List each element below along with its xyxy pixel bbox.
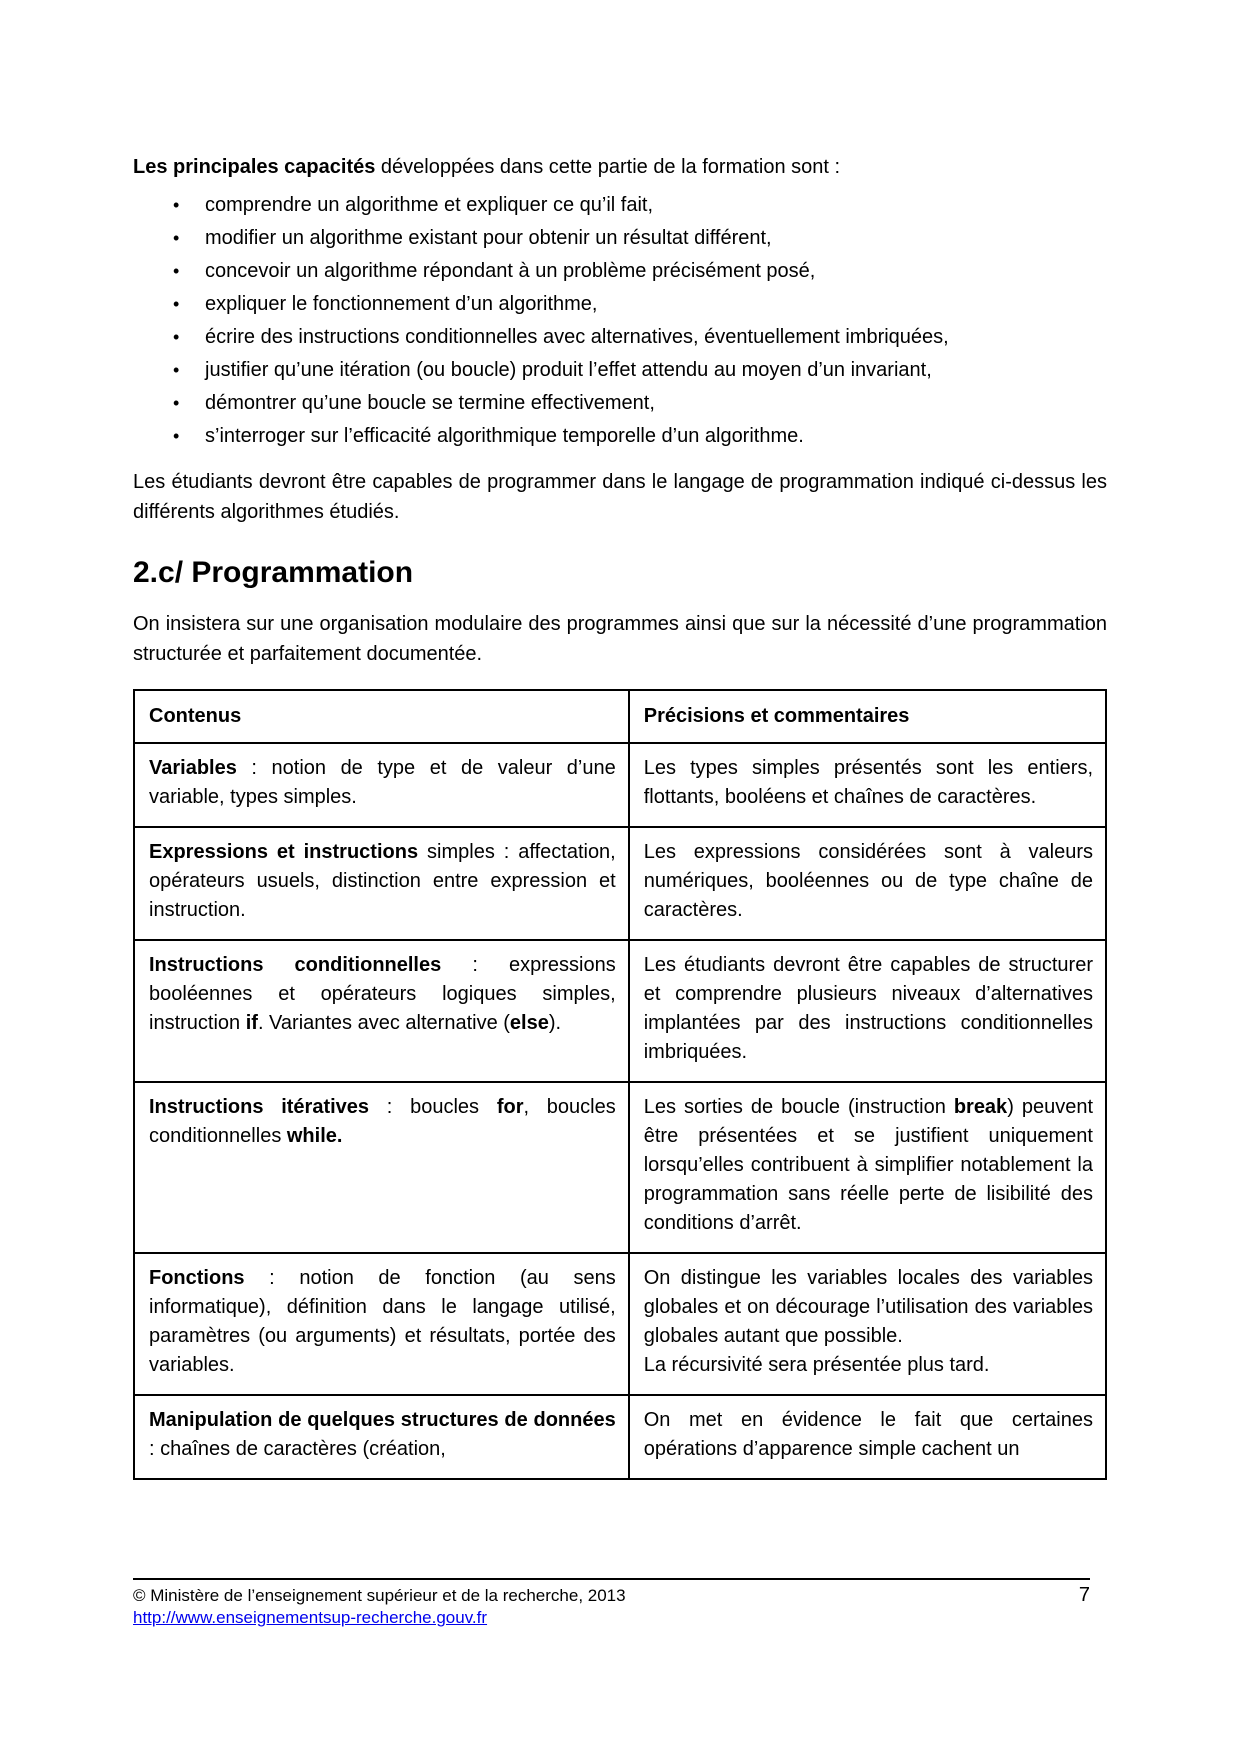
list-item-text: démontrer qu’une boucle se termine effectivement, [205, 392, 655, 414]
text-segment: while. [286, 1125, 343, 1147]
text-segment: : chaînes de caractères (création, [149, 1438, 446, 1460]
table-row [134, 1395, 1106, 1479]
intro-lead-bold: Les principales capacités [133, 156, 376, 178]
text-paragraph [149, 838, 616, 925]
text-segment: La récursivité sera présentée plus tard. [643, 1354, 990, 1376]
table-cell-right [629, 940, 1106, 1082]
bullet-icon: • [173, 261, 180, 281]
text-paragraph [644, 1093, 1093, 1238]
list-item-text: s’interroger sur l’efficacité algorithmique temporelle d’un algorithme. [205, 425, 804, 447]
text-paragraph [644, 838, 1093, 925]
capacities-list [133, 190, 1107, 451]
list-item-text: justifier qu’une itération (ou boucle) produit l’effet attendu au moyen d’un invariant, [205, 359, 932, 381]
table-cell-right [629, 1253, 1106, 1395]
text-segment: Les types simples présentés sont les entiers, flottants, booléens et chaînes de caractères. [643, 757, 1093, 808]
text-segment: . Variantes avec alternative ( [257, 1012, 510, 1034]
footer-link[interactable]: http://www.enseignementsup-recherche.gouv.fr [133, 1608, 488, 1627]
list-item [133, 322, 1107, 352]
intro-paragraph [133, 152, 1107, 182]
text-segment: Instructions itératives [149, 1096, 370, 1118]
text-segment: else [509, 1012, 549, 1034]
table-header-contenus: Contenus [134, 690, 629, 743]
list-item [133, 223, 1107, 253]
page-content [133, 152, 1107, 1480]
list-item-text: écrire des instructions conditionnelles avec alternatives, éventuellement imbriquées, [205, 326, 949, 348]
table-row [134, 743, 1106, 827]
table-header-row [134, 690, 1106, 743]
table-cell-right [629, 1082, 1106, 1253]
list-item [133, 355, 1107, 385]
text-segment: : notion de fonction (au sens informatique), définition dans le langage utilisé, paramètres (ou arguments) et résultats, portée des variables. [149, 1267, 616, 1376]
text-segment: break [953, 1096, 1008, 1118]
text-paragraph [149, 754, 616, 812]
page-footer [133, 1578, 1090, 1629]
table-cell-left [134, 1082, 629, 1253]
section-heading: 2.c/ Programmation [133, 556, 414, 589]
list-item [133, 289, 1107, 319]
footer-row [133, 1584, 1090, 1607]
text-segment: simples : affectation, opérateurs usuels, distinction entre expression et instruction. [149, 841, 616, 921]
table-row [134, 1082, 1106, 1253]
text-segment: , boucles conditionnelles [149, 1096, 616, 1147]
list-item [133, 388, 1107, 418]
list-item [133, 256, 1107, 286]
table-cell-left [134, 827, 629, 940]
table-cell-right [629, 1395, 1106, 1479]
text-segment: if [245, 1012, 258, 1034]
text-segment: : expressions booléennes et opérateurs logiques simples, instruction [149, 954, 616, 1034]
table-cell-left [134, 1253, 629, 1395]
text-paragraph [644, 951, 1093, 1067]
text-paragraph [149, 951, 616, 1038]
text-paragraph [644, 754, 1093, 812]
text-segment: Fonctions [149, 1267, 245, 1289]
text-segment: : boucles [369, 1096, 497, 1118]
page-number: 7 [1078, 1584, 1090, 1606]
text-segment: On distingue les variables locales des variables globales et on décourage l’utilisation des variables globales autant que possible. [643, 1267, 1093, 1347]
text-paragraph [149, 1264, 616, 1380]
text-segment: Expressions et instructions [149, 841, 419, 863]
table-header-precisions: Précisions et commentaires [629, 690, 1106, 743]
list-item-text: concevoir un algorithme répondant à un problème précisément posé, [205, 260, 816, 282]
table-cell-left [134, 743, 629, 827]
intro-lead-rest: développées dans cette partie de la formation sont : [375, 156, 841, 178]
list-item-text: comprendre un algorithme et expliquer ce qu’il fait, [205, 194, 654, 216]
table-cell-right [629, 743, 1106, 827]
list-item-text: expliquer le fonctionnement d’un algorithme, [205, 293, 598, 315]
bullet-icon: • [173, 327, 180, 347]
text-segment: Les sorties de boucle (instruction [643, 1096, 954, 1118]
bullet-icon: • [173, 393, 180, 413]
text-paragraph [149, 1406, 616, 1464]
table-row [134, 1253, 1106, 1395]
list-item [133, 421, 1107, 451]
text-segment: Les étudiants devront être capables de structurer et comprendre plusieurs niveaux d’alternatives implantées par des instructions conditionnelles imbriquées. [643, 954, 1093, 1063]
text-paragraph [644, 1264, 1093, 1351]
text-segment: Les expressions considérées sont à valeurs numériques, booléennes ou de type chaîne de caractères. [643, 841, 1093, 921]
text-paragraph [149, 1093, 616, 1151]
text-segment: : notion de type et de valeur d’une variable, types simples. [149, 757, 616, 808]
text-paragraph [644, 1351, 1093, 1380]
text-segment: Instructions conditionnelles [149, 954, 442, 976]
bullet-icon: • [173, 228, 180, 248]
table-row [134, 827, 1106, 940]
list-item [133, 190, 1107, 220]
text-segment: Variables [149, 757, 237, 779]
text-segment: ). [548, 1012, 562, 1034]
table-cell-right [629, 827, 1106, 940]
bullet-icon: • [173, 426, 180, 446]
footer-copyright: © Ministère de l’enseignement supérieur et de la recherche, 2013 [133, 1586, 626, 1605]
bullet-icon: • [173, 195, 180, 215]
text-segment: for [496, 1096, 524, 1118]
contents-table [133, 689, 1107, 1480]
text-segment: ) peuvent être présentées et se justifient uniquement lorsqu’elles contribuent à simplifier notablement la programmation sans réelle perte de lisibilité des conditions d’arrêt. [643, 1096, 1094, 1234]
text-segment: Manipulation de quelques structures de données [149, 1409, 616, 1431]
bullet-icon: • [173, 360, 180, 380]
section-intro-paragraph: On insistera sur une organisation modulaire des programmes ainsi que sur la nécessité d’une programmation structurée et parfaitement documentée. [133, 613, 1107, 665]
list-item-text: modifier un algorithme existant pour obtenir un résultat différent, [205, 227, 772, 249]
paragraph-programming-language: Les étudiants devront être capables de programmer dans le langage de programmation indiqué ci-dessus les différents algorithmes étudiés. [133, 471, 1107, 523]
text-paragraph [644, 1406, 1093, 1464]
bullet-icon: • [173, 294, 180, 314]
text-segment: On met en évidence le fait que certaines opérations d’apparence simple cachent un [643, 1409, 1093, 1460]
table-row [134, 940, 1106, 1082]
table-cell-left [134, 1395, 629, 1479]
table-cell-left [134, 940, 629, 1082]
